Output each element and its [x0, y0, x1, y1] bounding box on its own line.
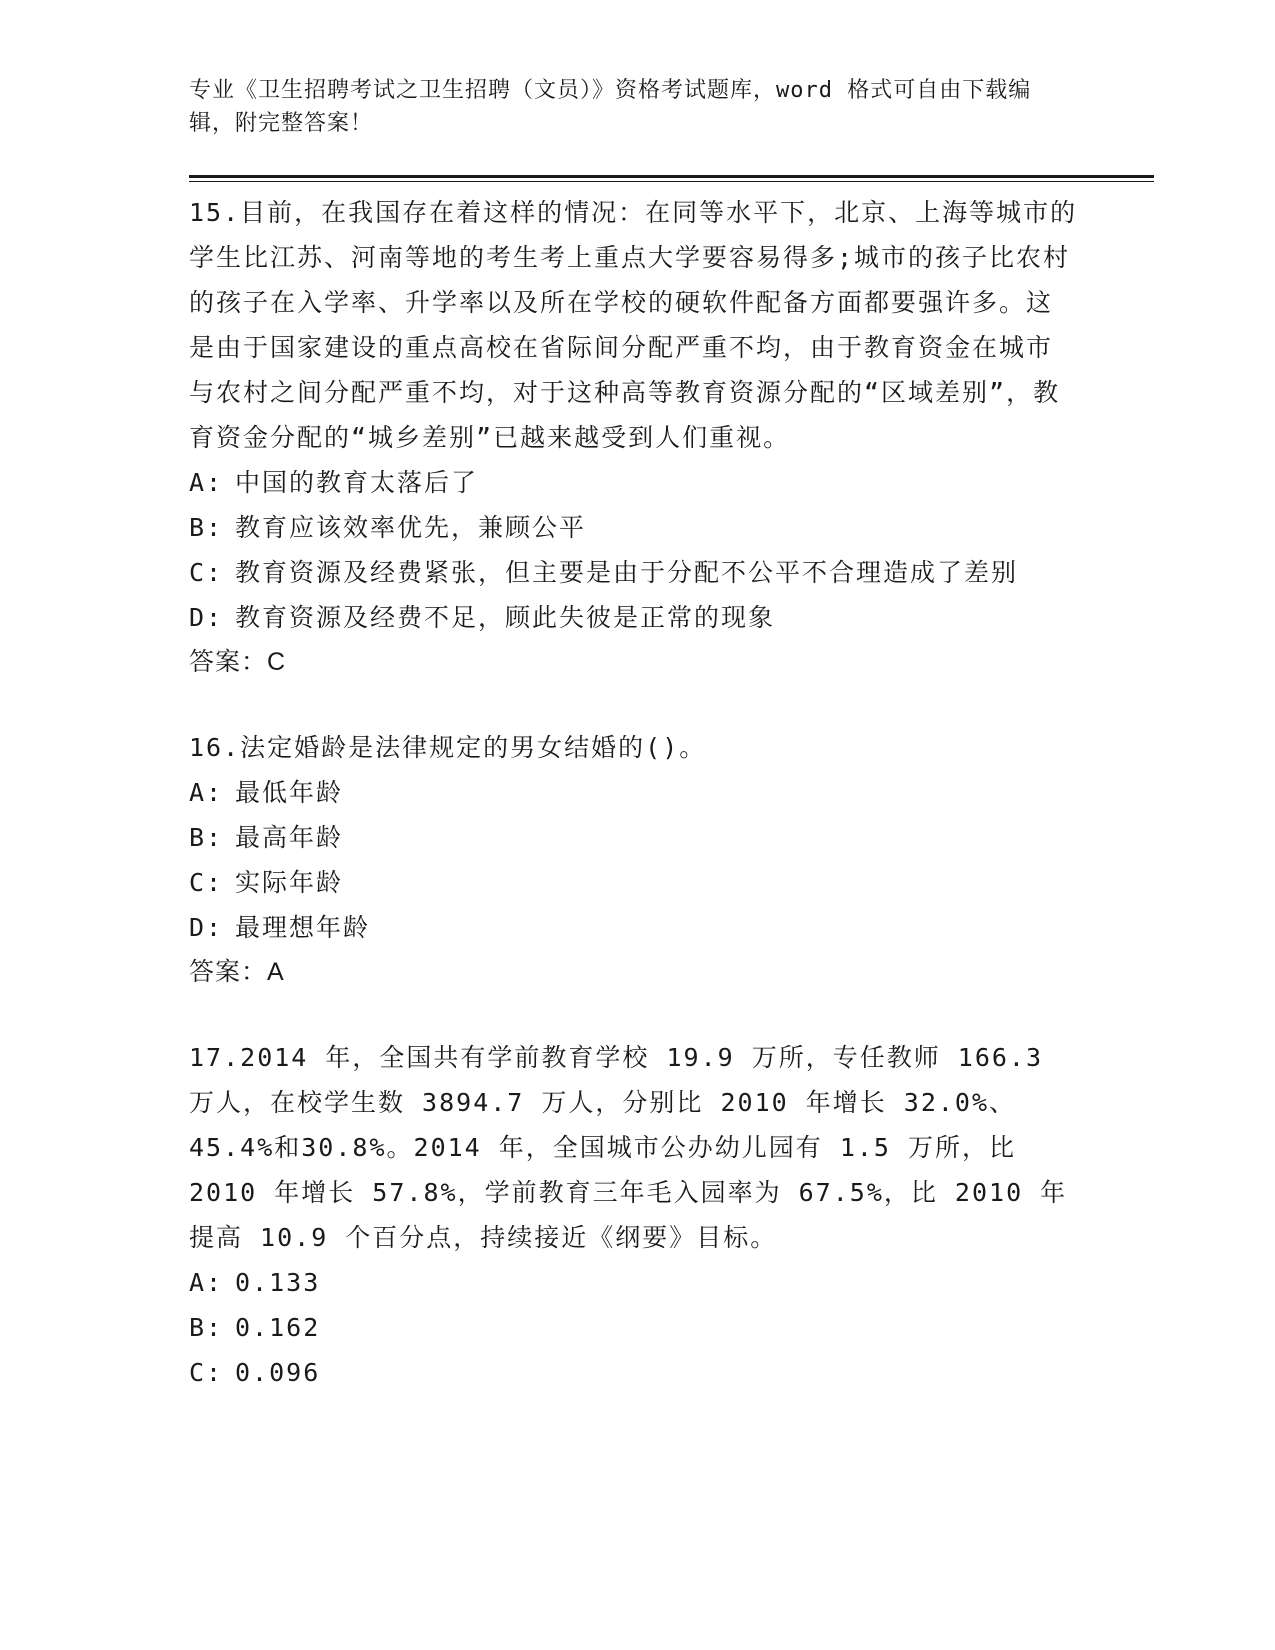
option-a — [189, 1260, 1079, 1305]
option-b — [189, 505, 1079, 550]
question-list — [189, 190, 1079, 1435]
option-c — [189, 1350, 1079, 1395]
option-text: 最高年龄 — [235, 823, 344, 852]
question-17 — [189, 1035, 1079, 1395]
question-stem: 15.目前，在我国存在着这样的情况：在同等水平下，北京、上海等城市的学生比江苏、河南等地的考生考上重点大学要容易得多;城市的孩子比农村的孩子在入学率、升学率以及所在学校的硬软件配备方面都要强许多。这是由于国家建设的重点高校在省际间分配严重不均，由于教育资金在城市与农村之间分配严重不均，对于这种高等教育资源分配的“区域差别”，教育资金分配的“城乡差别”已越来越受到人们重视。 — [189, 198, 1078, 452]
document-header: 专业《卫生招聘考试之卫生招聘（文员）》资格考试题库，word 格式可自由下载编辑，附完整答案！ — [189, 78, 1032, 136]
option-letter: B: — [189, 1313, 224, 1342]
option-letter: C: — [189, 558, 224, 587]
option-a — [189, 460, 1079, 505]
option-letter: A: — [189, 778, 224, 807]
question-stem: 17.2014 年，全国共有学前教育学校 19.9 万所，专任教师 166.3 万人，在校学生数 3894.7 万人，分别比 2010 年增长 32.0%、45.4%和30.8%。2014 年，全国城市公办幼儿园有 1.5 万所，比 2010 年增长 57.8%，学前教育三年毛入园率为 67.5%，比 2010 年提高 10.9 个百分点，持续接近《纲要》目标。 — [189, 1043, 1068, 1252]
option-letter: C: — [189, 868, 224, 897]
question-15 — [189, 190, 1079, 685]
option-letter: A: — [189, 1268, 224, 1297]
option-text: 教育资源及经费不足，顾此失彼是正常的现象 — [235, 603, 776, 632]
option-d — [189, 595, 1079, 640]
question-stem: 16.法定婚龄是法律规定的男女结婚的()。 — [189, 733, 707, 762]
option-letter: A: — [189, 468, 224, 497]
option-b — [189, 815, 1079, 860]
option-text: 0.162 — [235, 1313, 321, 1342]
header-divider-thin — [189, 181, 1154, 182]
option-letter: B: — [189, 823, 224, 852]
header-divider-thick — [189, 175, 1154, 178]
option-text: 教育应该效率优先，兼顾公平 — [235, 513, 587, 542]
option-text: 0.096 — [235, 1358, 321, 1387]
option-letter: C: — [189, 1358, 224, 1387]
option-a — [189, 770, 1079, 815]
option-letter: B: — [189, 513, 224, 542]
option-letter: D: — [189, 913, 224, 942]
answer-line: 答案：C — [189, 648, 287, 676]
option-text: 0.133 — [235, 1268, 321, 1297]
option-d — [189, 905, 1079, 950]
option-text: 最理想年龄 — [235, 913, 371, 942]
question-16 — [189, 725, 1079, 995]
option-c — [189, 860, 1079, 905]
option-text: 实际年龄 — [235, 868, 344, 897]
option-letter: D: — [189, 603, 224, 632]
option-text: 中国的教育太落后了 — [235, 468, 479, 497]
option-b — [189, 1305, 1079, 1350]
option-c — [189, 550, 1079, 595]
option-text: 最低年龄 — [235, 778, 344, 807]
option-text: 教育资源及经费紧张，但主要是由于分配不公平不合理造成了差别 — [235, 558, 1019, 587]
answer-line: 答案：A — [189, 958, 285, 986]
